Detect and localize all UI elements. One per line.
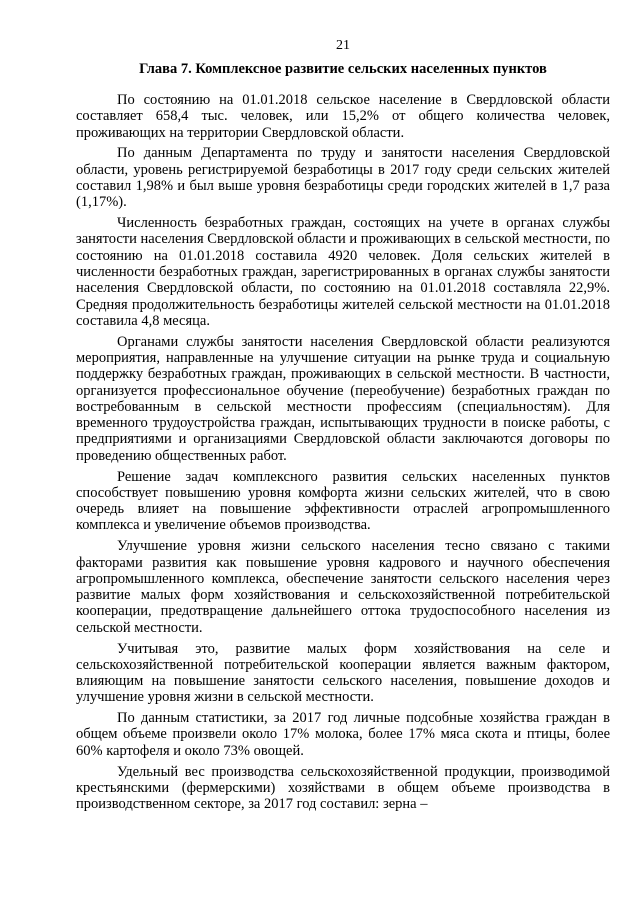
paragraph-unemployed-count: Численность безработных граждан, состоящих на учете в органах службы занятости населения Свердловской области и проживающих в сельской местности, по состоянию на 01.01.2018 составила 4920 человек. Доля сельских жителей в численности безработных граждан, зарегистрированных в органах службы занятости населения Свердловской области, по состоянию на 01.01.2018 составляла 22,9%. Средняя продолжительность безработицы жителей сельской местности на 01.01.2018 составила 4,8 месяца. xyxy=(76,215,610,329)
paragraph-development-tasks: Решение задач комплексного развития сельских населенных пунктов способствует повышению уровня комфорта жизни сельских жителей, что в свою очередь влияет на повышение эффективности отраслей агропромышленного комплекса и увеличение объемов производства. xyxy=(76,468,610,534)
paragraph-employment-measures: Органами службы занятости населения Свердловской области реализуются мероприятия, направленные на улучшение ситуации на рынке труда и социальную поддержку безработных граждан, проживающих в сельской местности. В частности, организуется профессиональное обучение (переобучение) безработных граждан по востребованным в сельской местности профессиям (специальностям). Для временного трудоустройства граждан, испытывающих трудности в поиске работы, с предприятиями и организациями Свердловской области заключаются договоры по проведению общественных работ. xyxy=(76,333,610,464)
paragraph-unemployment-rate: По данным Департамента по труду и занятости населения Свердловской области, уровень регистрируемой безработицы в 2017 году среди сельских жителей составил 1,98% и был выше уровня безработицы среди городских жителей в 1,7 раза (1,17%). xyxy=(76,145,610,211)
paragraph-statistics: По данным статистики, за 2017 год личные подсобные хозяйства граждан в общем объеме произвели около 17% молока, более 17% мяса скота и птицы, более 60% картофеля и около 73% овощей. xyxy=(76,710,610,759)
paragraph-rural-population: По состоянию на 01.01.2018 сельское население в Свердловской области составляет 658,4 тыс. человек, или 15,2% от общего количества человек, проживающих на территории Свердловской области. xyxy=(76,92,610,141)
paragraph-farm-share: Удельный вес производства сельскохозяйственной продукции, производимой крестьянскими (фермерскими) хозяйствами в общем объеме производства в производственном секторе, за 2017 год составил: зерна – xyxy=(76,763,610,813)
paragraph-small-business: Учитывая это, развитие малых форм хозяйствования на селе и сельскохозяйственной потребительской кооперации является важным фактором, влияющим на повышение занятости сельского населения, повышение доходов и улучшение уровня жизни в сельской местности. xyxy=(76,640,610,706)
chapter-title: Глава 7. Комплексное развитие сельских населенных пунктов xyxy=(139,61,547,77)
paragraph-living-standards: Улучшение уровня жизни сельского населения тесно связано с такими факторами развития как повышение уровня кадрового и научного обеспечения агропромышленного комплекса, обеспечение занятости сельского населения через развитие малых форм хозяйствования и сельскохозяйственной потребительской кооперации, предотвращение дальнейшего оттока трудоспособного населения из сельской местности. xyxy=(76,538,610,636)
document-page xyxy=(76,38,610,817)
page-number: 21 xyxy=(336,38,350,53)
